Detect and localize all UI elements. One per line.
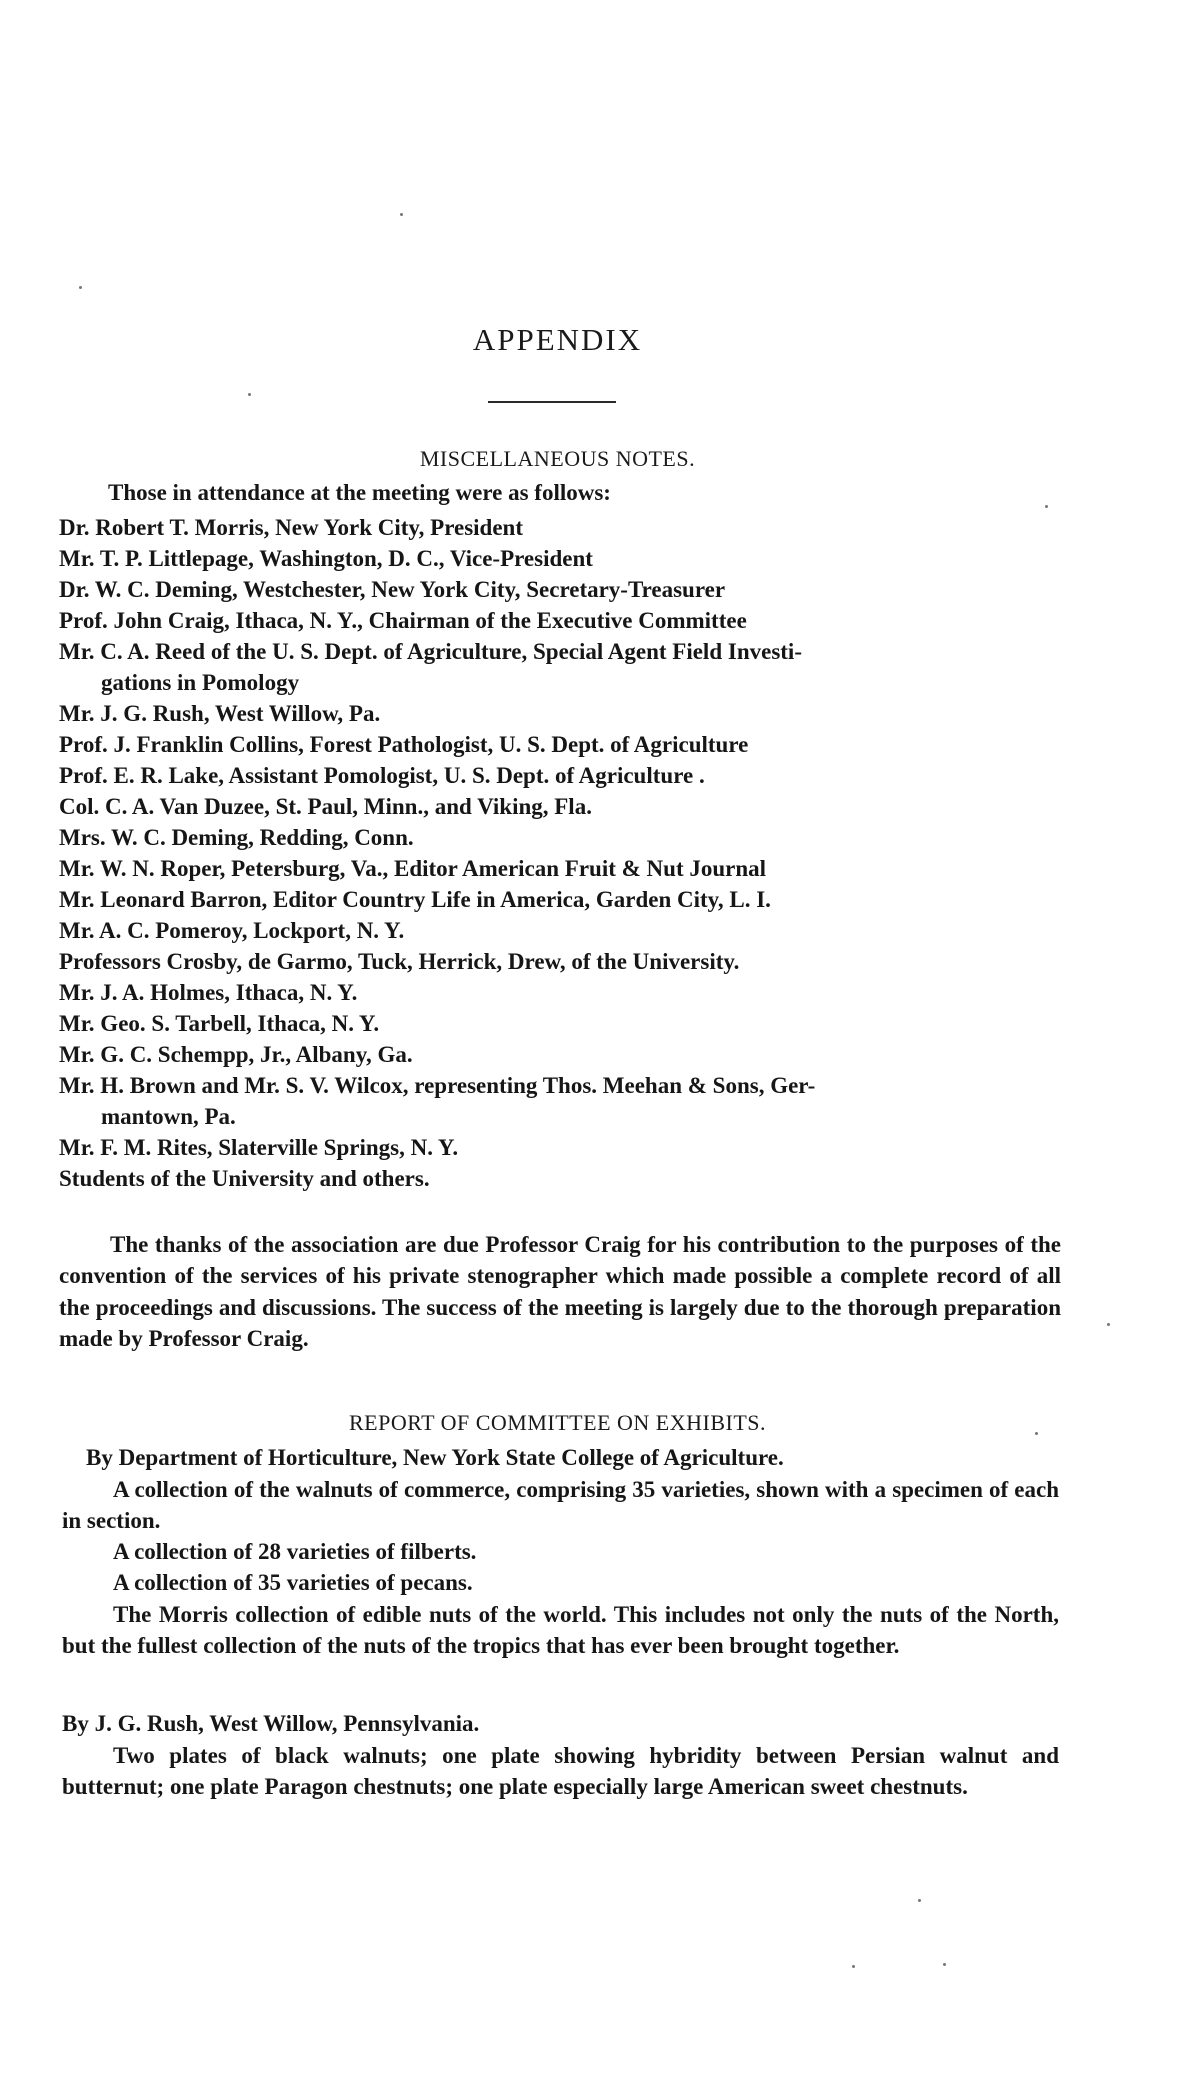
attendee-line: Mr. C. A. Reed of the U. S. Dept. of Agriculture, Special Agent Field Investi- [59,639,802,664]
title-rule [488,401,616,403]
thanks-paragraph: The thanks of the association are due Professor Craig for his contribution to the purposes of the convention of the services of his private stenographer which made possible a complete record of all the proceedings and discussions. The success of the meeting is largely due to the thorough preparation made by Professor Craig. [59,1232,1061,1352]
exhibitor-header-rush: By J. G. Rush, West Willow, Pennsylvania. [62,1711,480,1736]
attendee-line: Dr. Robert T. Morris, New York City, President [59,515,523,540]
attendee-line: Mr. T. P. Littlepage, Washington, D. C., Vice-President [59,546,593,571]
scan-speck [79,286,82,289]
attendee-line: Mr. J. A. Holmes, Ithaca, N. Y. [59,980,358,1005]
exhibit-pecans: A collection of 35 varieties of pecans. [113,1570,473,1595]
attendee-line: Mr. Geo. S. Tarbell, Ithaca, N. Y. [59,1011,380,1036]
attendee-line: Prof. John Craig, Ithaca, N. Y., Chairman of the Executive Committee [59,608,747,633]
scan-speck [1045,505,1048,508]
exhibit-morris-collection: The Morris collection of edible nuts of the world. This includes not only the nuts of the North, but the fullest collection of the nuts of the tropics that has ever been brought together. [62,1602,1059,1659]
scan-speck [918,1899,921,1902]
appendix-title: APPENDIX [472,322,643,357]
exhibit-rush-plates: Two plates of black walnuts; one plate showing hybridity between Persian walnut and butternut; one plate Paragon chestnuts; one plate especially large American sweet chestnuts. [62,1743,1059,1800]
attendee-line: Col. C. A. Van Duzee, St. Paul, Minn., and Viking, Fla. [59,794,592,819]
exhibit-filberts: A collection of 28 varieties of filberts. [113,1539,477,1564]
attendee-line: Mr. G. C. Schempp, Jr., Albany, Ga. [59,1042,413,1067]
attendee-line: Prof. E. R. Lake, Assistant Pomologist, U. S. Dept. of Agriculture . [59,763,705,788]
exhibit-walnuts: A collection of the walnuts of commerce, comprising 35 varieties, shown with a specimen of each in section. [62,1477,1059,1534]
attendance-intro: Those in attendance at the meeting were as follows: [108,480,611,505]
attendee-line: Prof. J. Franklin Collins, Forest Pathologist, U. S. Dept. of Agriculture [59,732,749,757]
attendee-line-continuation: gations in Pomology [101,670,300,695]
scan-speck [248,393,251,396]
scan-speck [852,1965,855,1968]
attendee-line: Mrs. W. C. Deming, Redding, Conn. [59,825,414,850]
attendee-line: Students of the University and others. [59,1166,430,1191]
scan-speck [943,1963,946,1966]
attendee-line: Mr. W. N. Roper, Petersburg, Va., Editor American Fruit & Nut Journal [59,856,767,881]
scan-speck [1107,1323,1110,1326]
attendee-line: Dr. W. C. Deming, Westchester, New York City, Secretary-Treasurer [59,577,726,602]
attendee-line: Mr. J. G. Rush, West Willow, Pa. [59,701,381,726]
exhibits-heading: REPORT OF COMMITTEE ON EXHIBITS. [348,1410,766,1435]
attendee-line-continuation: mantown, Pa. [101,1104,236,1129]
scan-speck [400,213,403,216]
attendee-line: Mr. F. M. Rites, Slaterville Springs, N. Y. [59,1135,459,1160]
scan-speck [1035,1432,1038,1435]
attendee-line: Mr. Leonard Barron, Editor Country Life in America, Garden City, L. I. [59,887,771,912]
exhibitor-header-cornell: By Department of Horticulture, New York State College of Agriculture. [86,1445,784,1470]
misc-notes-heading: MISCELLANEOUS NOTES. [419,446,696,471]
attendee-line: Professors Crosby, de Garmo, Tuck, Herrick, Drew, of the University. [59,949,740,974]
attendee-line: Mr. H. Brown and Mr. S. V. Wilcox, representing Thos. Meehan & Sons, Ger- [59,1073,816,1098]
attendee-line: Mr. A. C. Pomeroy, Lockport, N. Y. [59,918,405,943]
